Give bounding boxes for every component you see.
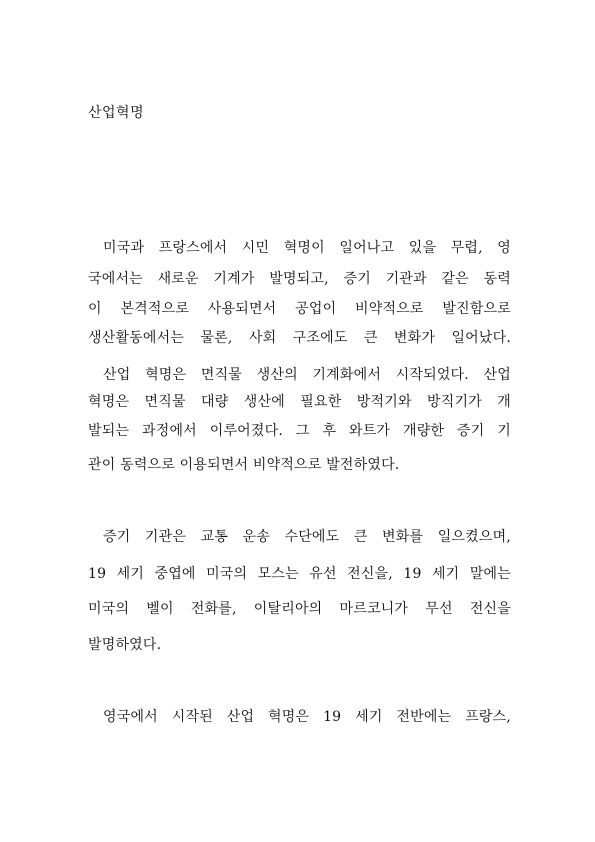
paragraph-3-line-3: 미국의 벨이 전화를, 이탈리아의 마르코니가 무선 전신을 xyxy=(88,601,511,617)
paragraph-1-line-4: 생산활동에서는 물론, 사회 구조에도 큰 변화가 일어났다. xyxy=(88,330,511,346)
paragraph-3-line-1: 증기 기관은 교통 운송 수단에도 큰 변화를 일으켰으며, xyxy=(103,529,511,545)
paragraph-2-line-3: 발되는 과정에서 이루어졌다. 그 후 와트가 개량한 증기 기 xyxy=(88,423,511,439)
paragraph-1-line-2: 국에서는 새로운 기계가 발명되고, 증기 기관과 같은 동력 xyxy=(88,271,511,287)
paragraph-2-line-2: 혁명은 면직물 대량 생산에 필요한 방적기와 방직기가 개 xyxy=(88,394,511,410)
document-title: 산업혁명 xyxy=(88,105,145,121)
paragraph-1-line-1: 미국과 프랑스에서 시민 혁명이 일어나고 있을 무렵, 영 xyxy=(103,240,511,256)
paragraph-3-line-4: 발명하였다. xyxy=(88,637,162,653)
paragraph-4-line-1: 영국에서 시작된 산업 혁명은 19 세기 전반에는 프랑스, xyxy=(103,709,511,725)
paragraph-2-line-4: 관이 동력으로 이용되면서 비약적으로 발전하였다. xyxy=(88,457,400,473)
paragraph-3-line-2: 19 세기 중엽에 미국의 모스는 유선 전신을, 19 세기 말에는 xyxy=(88,566,511,582)
paragraph-1-line-3: 이 본격적으로 사용되면서 공업이 비약적으로 발진함으로 xyxy=(88,301,511,317)
paragraph-2-line-1: 산업 혁명은 면직물 생산의 기계화에서 시작되었다. 산업 xyxy=(103,367,511,383)
